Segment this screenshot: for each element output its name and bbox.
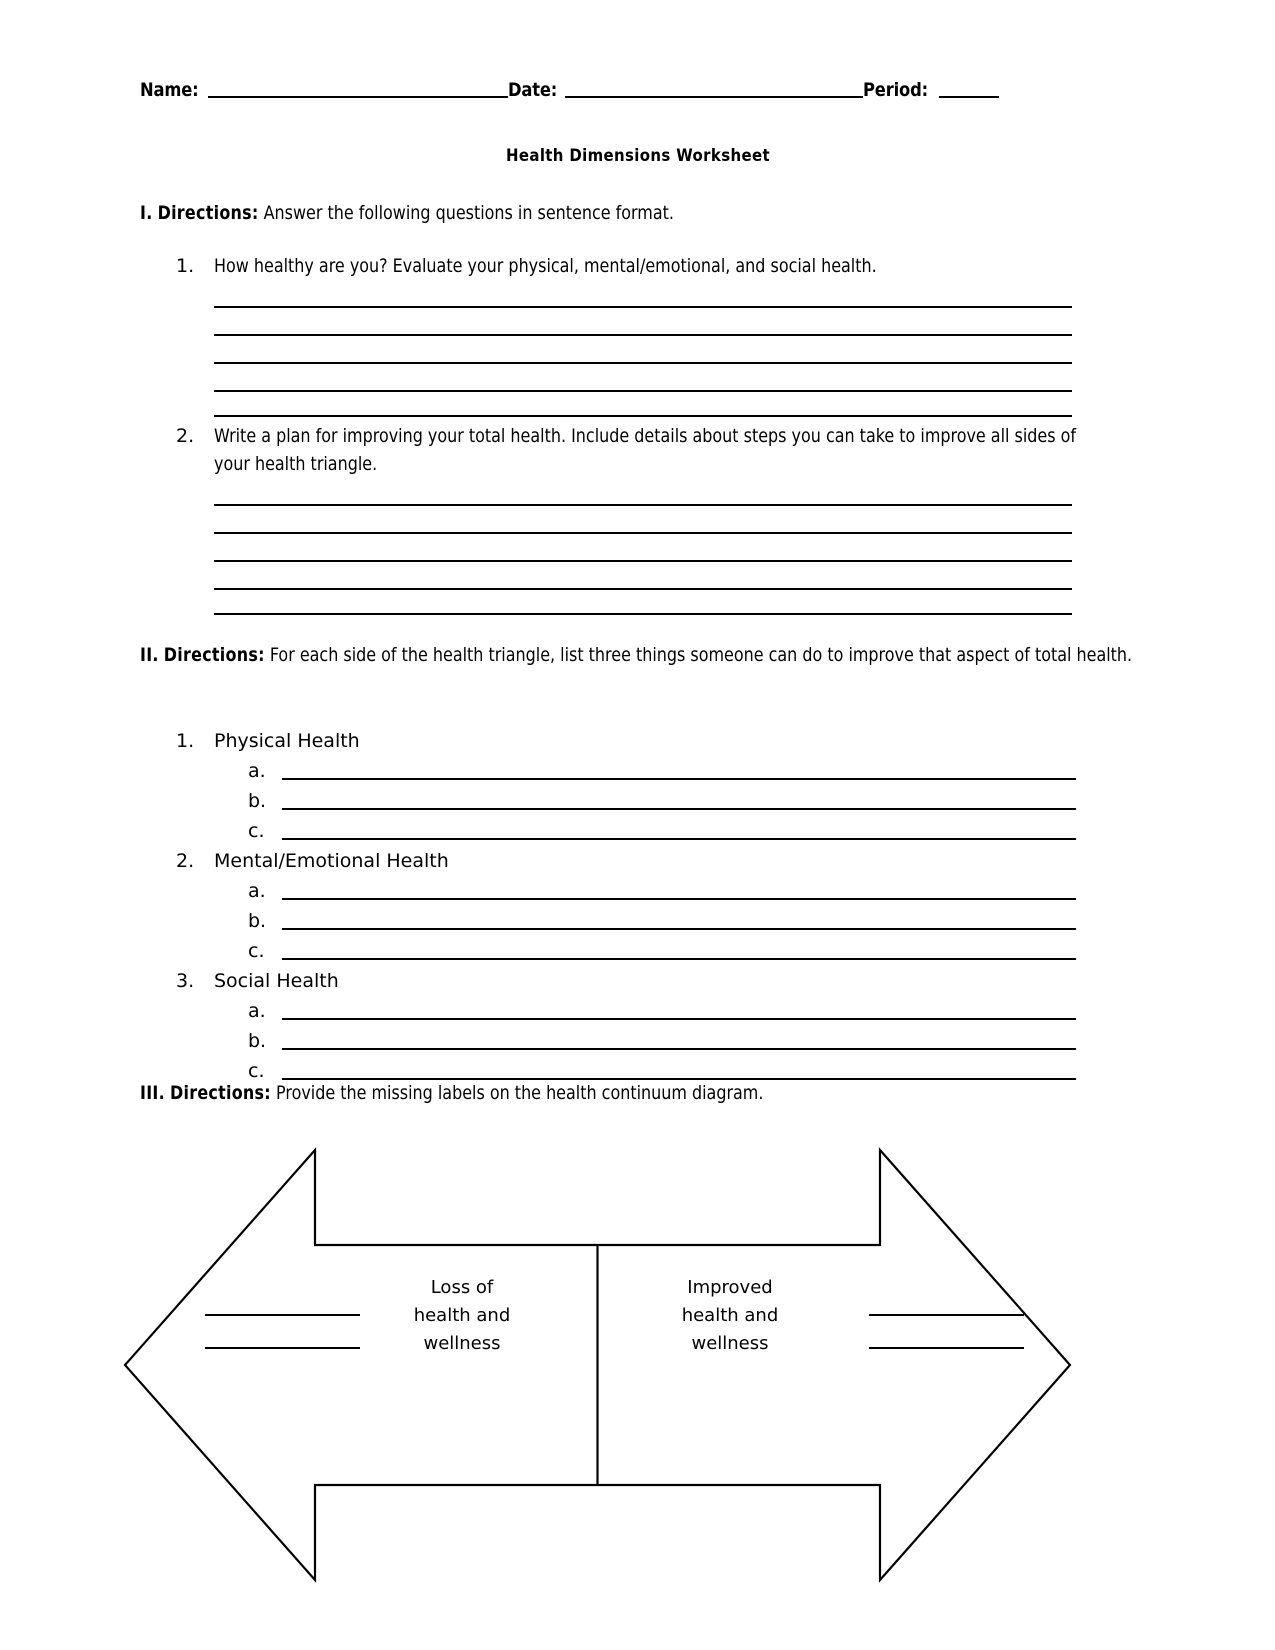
list-item [176, 966, 1076, 996]
list-item-label: Physical Health [214, 730, 360, 752]
continuum-left-caption-line-1: Loss of [430, 1277, 494, 1298]
section-2-numeral: II. [140, 644, 159, 666]
continuum-right-blank-1[interactable] [869, 1314, 1024, 1316]
list-item-number: 3. [176, 970, 195, 992]
sub-item-answer-line[interactable] [282, 808, 1076, 810]
answer-line[interactable] [214, 415, 1072, 417]
sub-item-answer-line[interactable] [282, 1018, 1076, 1020]
continuum-right-blank-2[interactable] [869, 1347, 1024, 1349]
section-1-numeral: I. [140, 202, 153, 224]
name-input[interactable] [208, 78, 508, 98]
sub-item-answer-line[interactable] [282, 1048, 1076, 1050]
section-2-list [176, 726, 1076, 1086]
list-item-number: 2. [176, 850, 195, 872]
list-item-number: 1. [176, 730, 195, 752]
question-1-number: 1. [176, 255, 195, 277]
continuum-left-blank-1[interactable] [205, 1314, 360, 1316]
answer-line[interactable] [214, 334, 1072, 336]
sub-item-answer-line[interactable] [282, 838, 1076, 840]
sub-item [176, 786, 1076, 816]
section-3-numeral: III. [140, 1082, 165, 1104]
section-3-directions [140, 1080, 1140, 1106]
continuum-left-caption [362, 1274, 562, 1358]
sub-item-answer-line[interactable] [282, 898, 1076, 900]
sub-item-letter: c. [248, 820, 265, 842]
answer-line[interactable] [214, 362, 1072, 364]
sub-item-answer-line[interactable] [282, 928, 1076, 930]
sub-item [176, 876, 1076, 906]
section-2-directions-text: For each side of the health triangle, list three things someone can do to improve that aspect of total health. [269, 644, 1133, 666]
section-3-directions-text: Provide the missing labels on the health continuum diagram. [276, 1082, 764, 1104]
continuum-left-caption-line-2: health and [413, 1305, 511, 1326]
list-item [176, 846, 1076, 876]
answer-line[interactable] [214, 532, 1072, 534]
continuum-right-caption [630, 1274, 830, 1358]
sub-item-letter: a. [248, 880, 266, 902]
page-title-text: Health Dimensions Worksheet [505, 146, 770, 166]
sub-item [176, 906, 1076, 936]
sub-item-letter: c. [248, 940, 265, 962]
section-3-directions-label: Directions: [169, 1082, 271, 1104]
question-2-number: 2. [176, 425, 195, 447]
sub-item [176, 996, 1076, 1026]
sub-item-letter: c. [248, 1060, 265, 1082]
section-2-directions [140, 642, 1140, 668]
period-input[interactable] [939, 78, 999, 98]
list-item-label: Mental/Emotional Health [214, 850, 449, 872]
student-info-row [140, 72, 1140, 100]
sub-item [176, 936, 1076, 966]
question-2 [176, 422, 1076, 478]
answer-line[interactable] [214, 390, 1072, 392]
sub-item-answer-line[interactable] [282, 778, 1076, 780]
question-1-text: How healthy are you? Evaluate your physical, mental/emotional, and social health. [214, 255, 877, 277]
continuum-left-blank-2[interactable] [205, 1347, 360, 1349]
sub-item [176, 756, 1076, 786]
continuum-right-caption-line-1: Improved [687, 1277, 773, 1298]
answer-line[interactable] [214, 504, 1072, 506]
section-1-directions [140, 200, 1120, 226]
sub-item [176, 1026, 1076, 1056]
section-1-directions-label: Directions: [157, 202, 259, 224]
date-label: Date: [508, 79, 558, 101]
continuum-right-caption-line-2: health and [681, 1305, 779, 1326]
continuum-right-caption-line-3: wellness [691, 1333, 769, 1354]
sub-item-letter: a. [248, 1000, 266, 1022]
answer-line[interactable] [214, 306, 1072, 308]
sub-item-letter: a. [248, 760, 266, 782]
question-2-text: Write a plan for improving your total health. Include details about steps you can take to improve all sides of your health triangle. [214, 425, 1077, 475]
list-item-label: Social Health [214, 970, 339, 992]
list-item [176, 726, 1076, 756]
date-input[interactable] [565, 78, 863, 98]
sub-item-letter: b. [248, 790, 267, 812]
section-2-directions-label: Directions: [163, 644, 265, 666]
double-arrow-shape [110, 1135, 1180, 1595]
question-1 [176, 252, 1076, 280]
answer-line[interactable] [214, 560, 1072, 562]
name-label: Name: [140, 79, 199, 101]
health-continuum-diagram [110, 1135, 1180, 1595]
sub-item-letter: b. [248, 910, 267, 932]
page-title [0, 146, 1275, 166]
answer-line[interactable] [214, 588, 1072, 590]
sub-item [176, 816, 1076, 846]
section-1-directions-text: Answer the following questions in sentence format. [263, 202, 674, 224]
continuum-left-caption-line-3: wellness [423, 1333, 501, 1354]
sub-item-letter: b. [248, 1030, 267, 1052]
sub-item-answer-line[interactable] [282, 958, 1076, 960]
answer-line[interactable] [214, 613, 1072, 615]
period-label: Period: [863, 79, 929, 101]
